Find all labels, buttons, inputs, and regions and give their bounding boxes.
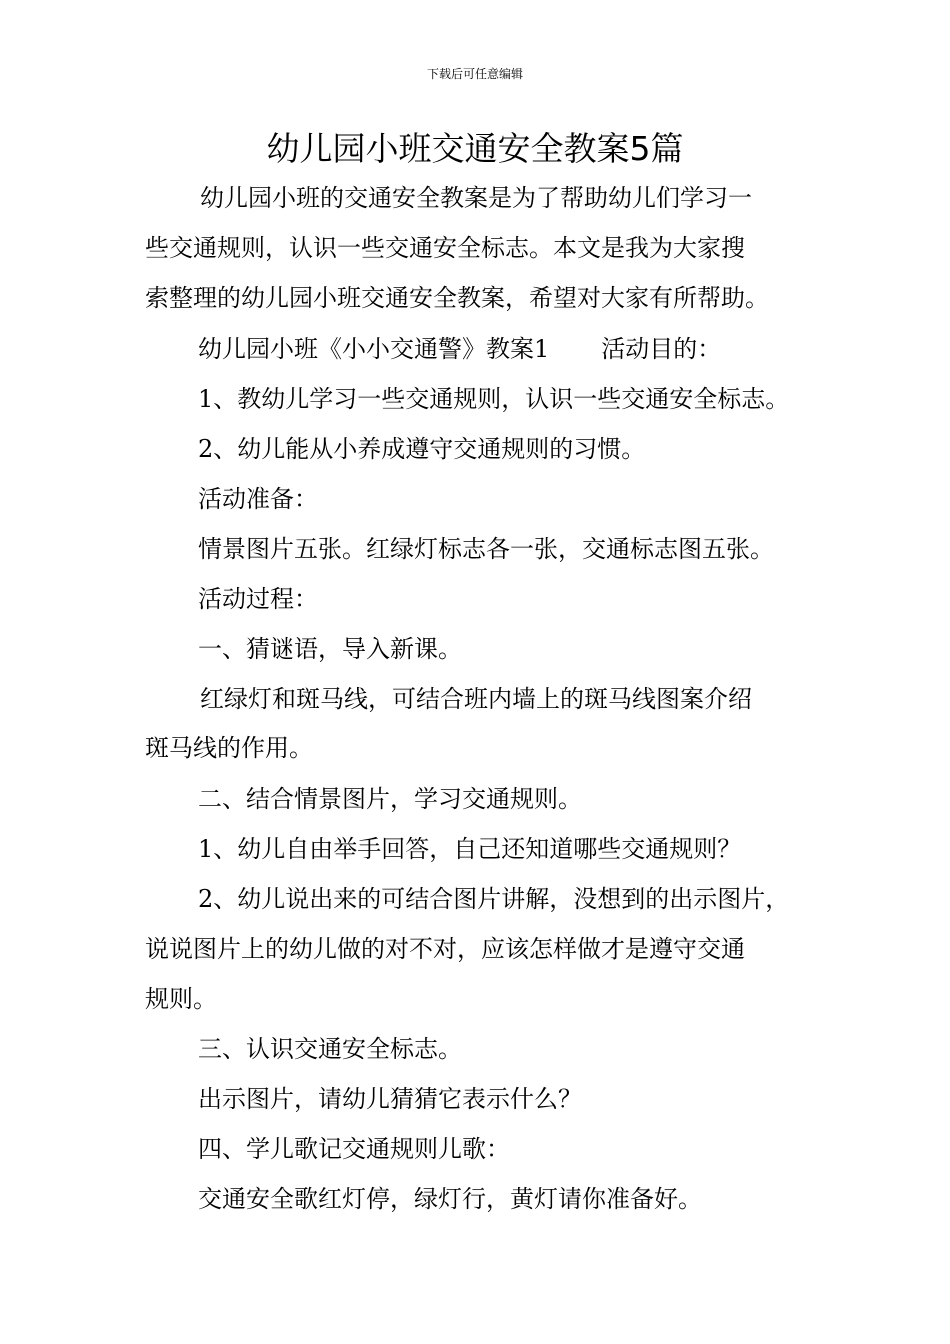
document-title: 幼儿园小班交通安全教案5篇	[266, 129, 684, 168]
paragraph-line: 说说图片上的幼儿做的对不对，应该怎样做才是遵守交通	[145, 935, 745, 963]
paragraph-line: 交通安全歌红灯停，绿灯行，黄灯请你准备好。	[198, 1185, 702, 1213]
section-label: 活动目的：	[601, 335, 722, 363]
paragraph-line: 三、认识交通安全标志。	[198, 1035, 462, 1063]
section-label: 活动过程：	[198, 585, 318, 613]
paragraph-line: 情景图片五张。红绿灯标志各一张，交通标志图五张。	[198, 535, 774, 563]
paragraph-line: 斑马线的作用。	[145, 734, 313, 762]
paragraph-line: 红绿灯和斑马线，可结合班内墙上的斑马线图案介绍	[200, 685, 752, 713]
paragraph-line: 四、学儿歌记交通规则儿歌：	[198, 1135, 510, 1163]
paragraph-line: 2、幼儿能从小养成遵守交通规则的习惯。	[198, 435, 646, 463]
paragraph-line: 1、教幼儿学习一些交通规则，认识一些交通安全标志。	[198, 385, 790, 413]
paragraph-line: 规则。	[145, 985, 217, 1013]
page-header: 下载后可任意编辑	[426, 67, 523, 81]
lesson-heading: 幼儿园小班《小小交通警》教案1	[198, 335, 550, 363]
paragraph-line: 1、幼儿自由举手回答，自己还知道哪些交通规则？	[198, 835, 742, 863]
lesson-heading-line	[198, 334, 721, 364]
paragraph-line: 出示图片，请幼儿猜猜它表示什么？	[198, 1085, 582, 1113]
section-label: 活动准备：	[198, 485, 318, 513]
paragraph-line: 索整理的幼儿园小班交通安全教案，希望对大家有所帮助。	[145, 284, 769, 312]
paragraph-line: 幼儿园小班的交通安全教案是为了帮助幼儿们学习一	[200, 184, 752, 212]
paragraph-line: 2、幼儿说出来的可结合图片讲解，没想到的出示图片，	[198, 885, 790, 913]
paragraph-line: 二、结合情景图片，学习交通规则。	[198, 785, 582, 813]
paragraph-line: 一、猜谜语，导入新课。	[198, 635, 462, 663]
paragraph-line: 些交通规则，认识一些交通安全标志。本文是我为大家搜	[145, 234, 745, 262]
